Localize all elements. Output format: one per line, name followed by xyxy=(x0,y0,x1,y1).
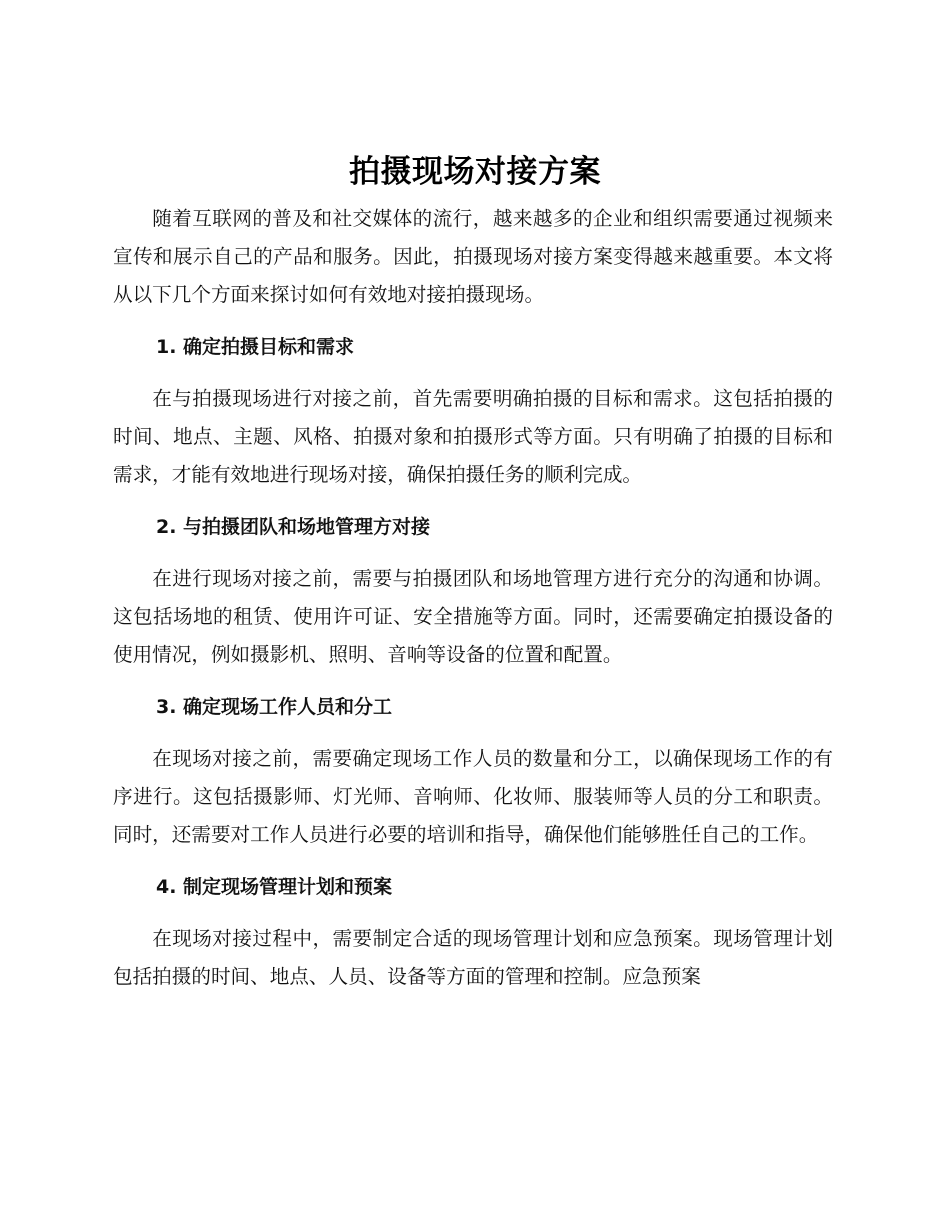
spacer xyxy=(113,674,833,688)
intro-paragraph: 随着互联网的普及和社交媒体的流行，越来越多的企业和组织需要通过视频来宣传和展示自己的产品和服务。因此，拍摄现场对接方案变得越来越重要。本文将从以下几个方面来探讨如何有效地对接拍摄现场。 xyxy=(113,207,833,306)
section-heading-1: 1. 确定拍摄目标和需求 xyxy=(156,336,355,358)
section-body-1: 在与拍摄现场进行对接之前，首先需要明确拍摄的目标和需求。这包括拍摄的时间、地点、主题、风格、拍摄对象和拍摄形式等方面。只有明确了拍摄的目标和需求，才能有效地进行现场对接，确保拍摄任务的顺利完成。 xyxy=(113,387,833,486)
section-heading-2: 2. 与拍摄团队和场地管理方对接 xyxy=(156,516,431,538)
section-body-3: 在现场对接之前，需要确定现场工作人员的数量和分工，以确保现场工作的有序进行。这包括摄影师、灯光师、音响师、化妆师、服装师等人员的分工和职责。同时，还需要对工作人员进行必要的培训和指导，确保他们能够胜任自己的工作。 xyxy=(113,747,833,846)
spacer xyxy=(113,314,833,328)
spacer xyxy=(113,906,833,920)
spacer xyxy=(113,854,833,868)
section-body-2: 在进行现场对接之前，需要与拍摄团队和场地管理方进行充分的沟通和协调。这包括场地的租赁、使用许可证、安全措施等方面。同时，还需要确定拍摄设备的使用情况，例如摄影机、照明、音响等设备的位置和配置。 xyxy=(113,567,833,666)
spacer xyxy=(113,546,833,560)
document-body xyxy=(113,200,833,996)
section-heading-4: 4. 制定现场管理计划和预案 xyxy=(156,876,393,898)
spacer xyxy=(113,726,833,740)
document-title: 拍摄现场对接方案 xyxy=(349,154,601,190)
spacer xyxy=(113,366,833,380)
section-body-4: 在现场对接过程中，需要制定合适的现场管理计划和应急预案。现场管理计划包括拍摄的时间、地点、人员、设备等方面的管理和控制。应急预案 xyxy=(113,927,833,988)
spacer xyxy=(113,494,833,508)
section-heading-3: 3. 确定现场工作人员和分工 xyxy=(156,696,393,718)
